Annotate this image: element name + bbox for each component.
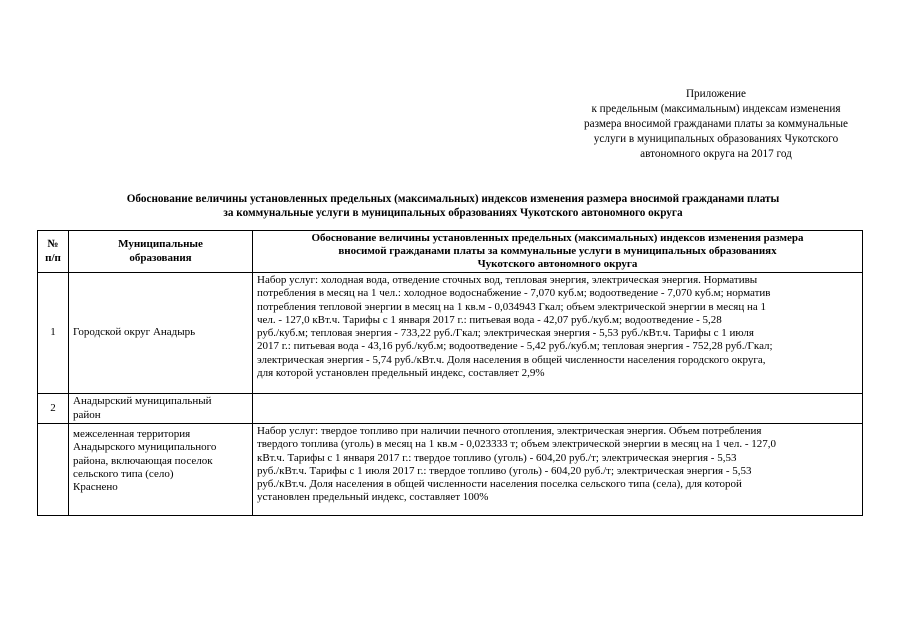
table-row [38,273,863,394]
appendix-line: Приложение [685,88,747,100]
justification-table [37,230,863,516]
title-line: за коммунальные услуги в муниципальных образованиях Чукотского автономного округа [223,207,683,219]
header-justification: Обоснование величины установленных предельных (максимальных) индексов изменения размера вносимой гражданами платы за коммунальные услуги в муниципальных образованиях Чукотского автономного округа [253,231,863,273]
table-row [38,394,863,424]
header-num: № п/п [38,231,69,273]
table-row [38,424,863,516]
justification-text: Набор услуг: холодная вода, отведение сточных вод, тепловая энергия, электрическая энергия. Нормативы потребления в месяц на 1 чел.: холодное водоснабжение - 7,070 куб.м; водоотведение - 7,070 куб.м; норматив потребления тепловой энергии в месяц на 1 кв.м - 0,034943 Гкал; объем электрической энергии в месяц на 1 чел. - 127,0 кВт.ч. Тарифы с 1 января 2017 г.: питьевая вода - 42,07 руб./куб.м; водоотведение - 5,28 руб./куб.м; тепловая энергия - 733,22 руб./Гкал; электрическая энергия - 5,53 руб./кВт.ч. Тарифы с 1 июля 2017 г.: питьевая вода - 43,16 руб./куб.м; водоотведение - 5,42 руб./куб.м; тепловая энергия - 752,28 руб./Гкал; электрическая энергия - 5,74 руб./кВт.ч. Доля населения в общей численности населения городского округа, для которой установлен предельный индекс, составляет 2,9% [253,273,863,394]
row-number: 1 [38,273,69,394]
municipality-name: Анадырский муниципальный район [69,394,253,424]
title-line: Обоснование величины установленных предельных (максимальных) индексов изменения размера вносимой гражданами платы [126,193,780,205]
appendix-line: услуги в муниципальных образованиях Чукотского [593,133,839,145]
appendix-line: размера вносимой гражданами платы за коммунальные [584,118,848,130]
row-number: 2 [38,394,69,424]
appendix-note [555,87,877,162]
municipality-name: межселенная территория Анадырского муниципального района, включающая поселок сельского типа (село) Краснено [69,424,253,516]
table-header-row [38,231,863,273]
justification-text [253,394,863,424]
header-municipality: Муниципальные образования [69,231,253,273]
appendix-line: к предельным (максимальным) индексам изменения [591,103,841,115]
document-title [40,192,866,220]
justification-text: Набор услуг: твердое топливо при наличии печного отопления, электрическая энергия. Объем потребления твердого топлива (уголь) в месяц на 1 кв.м - 0,023333 т; объем электрической энергии в месяц на 1 чел. - 127,0 кВт.ч. Тарифы с 1 января 2017 г.: твердое топливо (уголь) - 604,20 руб./т; электрическая энергия - 5,53 руб./кВт.ч. Тарифы с 1 июля 2017 г.: твердое топливо (уголь) - 604,20 руб./т; электрическая энергия - 5,53 руб./кВт.ч. Доля населения в общей численности населения поселка сельского типа (села), для которой установлен предельный индекс, составляет 100% [253,424,863,516]
row-number [38,424,69,516]
appendix-line: автономного округа на 2017 год [640,148,792,160]
municipality-name: Городской округ Анадырь [69,273,253,394]
